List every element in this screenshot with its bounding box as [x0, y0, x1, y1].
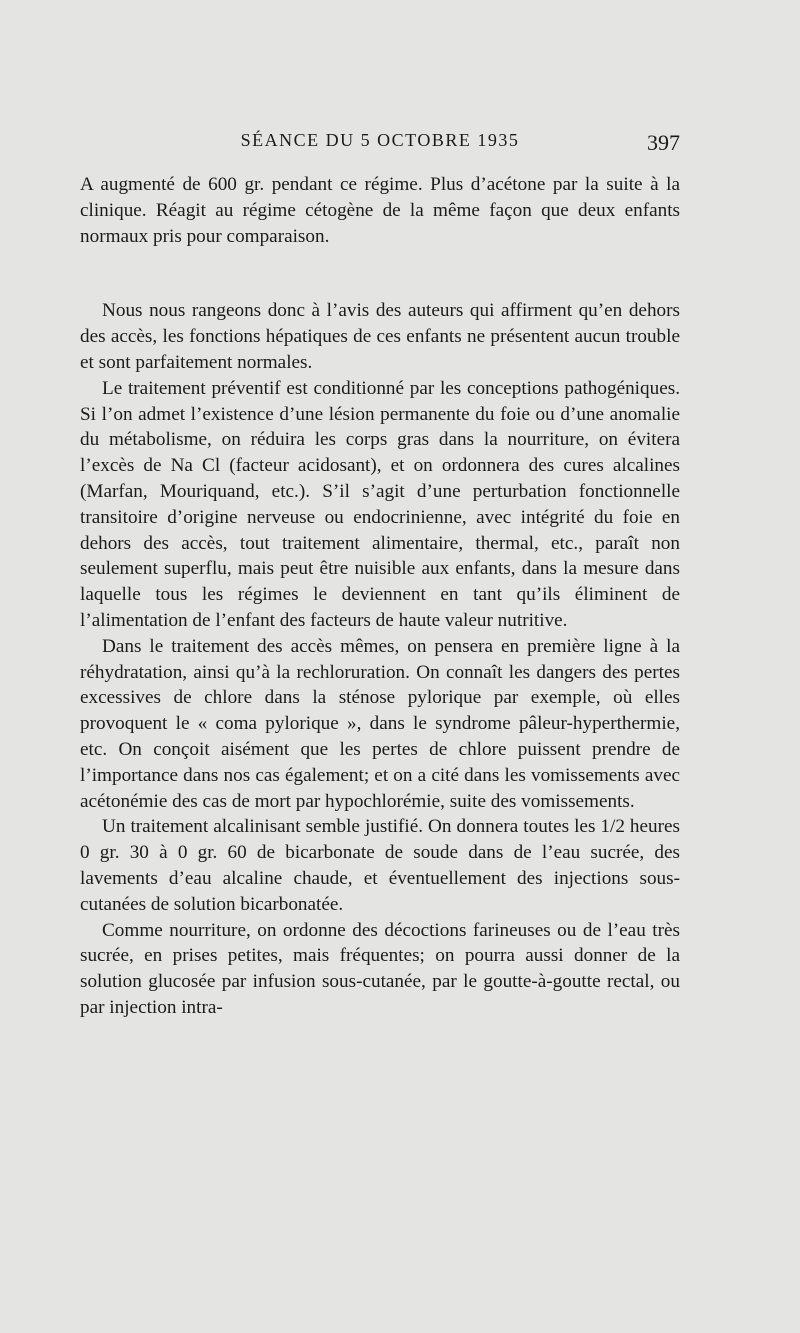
- body-text: [80, 172, 680, 1021]
- paragraph: Comme nourriture, on ordonne des décoctions farineuses ou de l’eau très sucrée, en prises petites, mais fréquentes; on pourra aussi donner de la solution glucosée par infusion sous-cutanée, par le goutte-à-goutte rectal, ou par injection intra-: [80, 919, 680, 1018]
- paragraph: Dans le traitement des accès mêmes, on pensera en première ligne à la réhydratation, ainsi qu’à la rechloruration. On connaît les dangers des pertes excessives de chlore dans la sténose pylorique par exemple, où elles provoquent le « coma pylorique », dans le syndrome pâleur-hyperthermie, etc. On conçoit aisément que les pertes de chlore puissent prendre de l’importance dans nos cas également; et on a cité dans les vomissements avec acétonémie des cas de mort par hypochlorémie, suite des vomissements.: [80, 635, 680, 812]
- running-head: SÉANCE DU 5 OCTOBRE 1935: [240, 130, 520, 150]
- paragraph: Un traitement alcalinisant semble justifié. On donnera toutes les 1/2 heures 0 gr. 30 à 0 gr. 60 de bicarbonate de soude dans de l’eau sucrée, des lavements d’eau alcaline chaude, et éventuellement des injections sous-cutanées de solution bicarbonatée.: [80, 816, 680, 915]
- page-header: [80, 128, 680, 158]
- section-gap: [80, 249, 680, 298]
- page-number: 397: [647, 130, 680, 155]
- paragraph: Nous nous rangeons donc à l’avis des auteurs qui affirment qu’en dehors des accès, les fonctions hépatiques de ces enfants ne présentent aucun trouble et sont parfaitement normales.: [80, 300, 680, 373]
- paragraph: Le traitement préventif est conditionné par les conceptions pathogéniques. Si l’on admet l’existence d’une lésion permanente du foie ou d’une anomalie du métabolisme, on réduira les corps gras dans la nourriture, on évitera l’excès de Na Cl (facteur acidosant), et on ordonnera des cures alcalines (Marfan, Mouriquand, etc.). S’il s’agit d’une perturbation fonctionnelle transitoire d’origine nerveuse ou endocrinienne, avec intégrité du foie en dehors des accès, tout traitement alimentaire, thermal, etc., paraît non seulement superflu, mais peut être nuisible aux enfants, dans la mesure dans laquelle tous les régimes le deviennent en tant qu’ils éliminent de l’alimentation de l’enfant des facteurs de haute valeur nutritive.: [80, 377, 680, 631]
- paragraph-continuation: A augmenté de 600 gr. pendant ce régime. Plus d’acétone par la suite à la clinique. Réagit au régime cétogène de la même façon que deux enfants normaux pris pour comparaison.: [80, 174, 680, 247]
